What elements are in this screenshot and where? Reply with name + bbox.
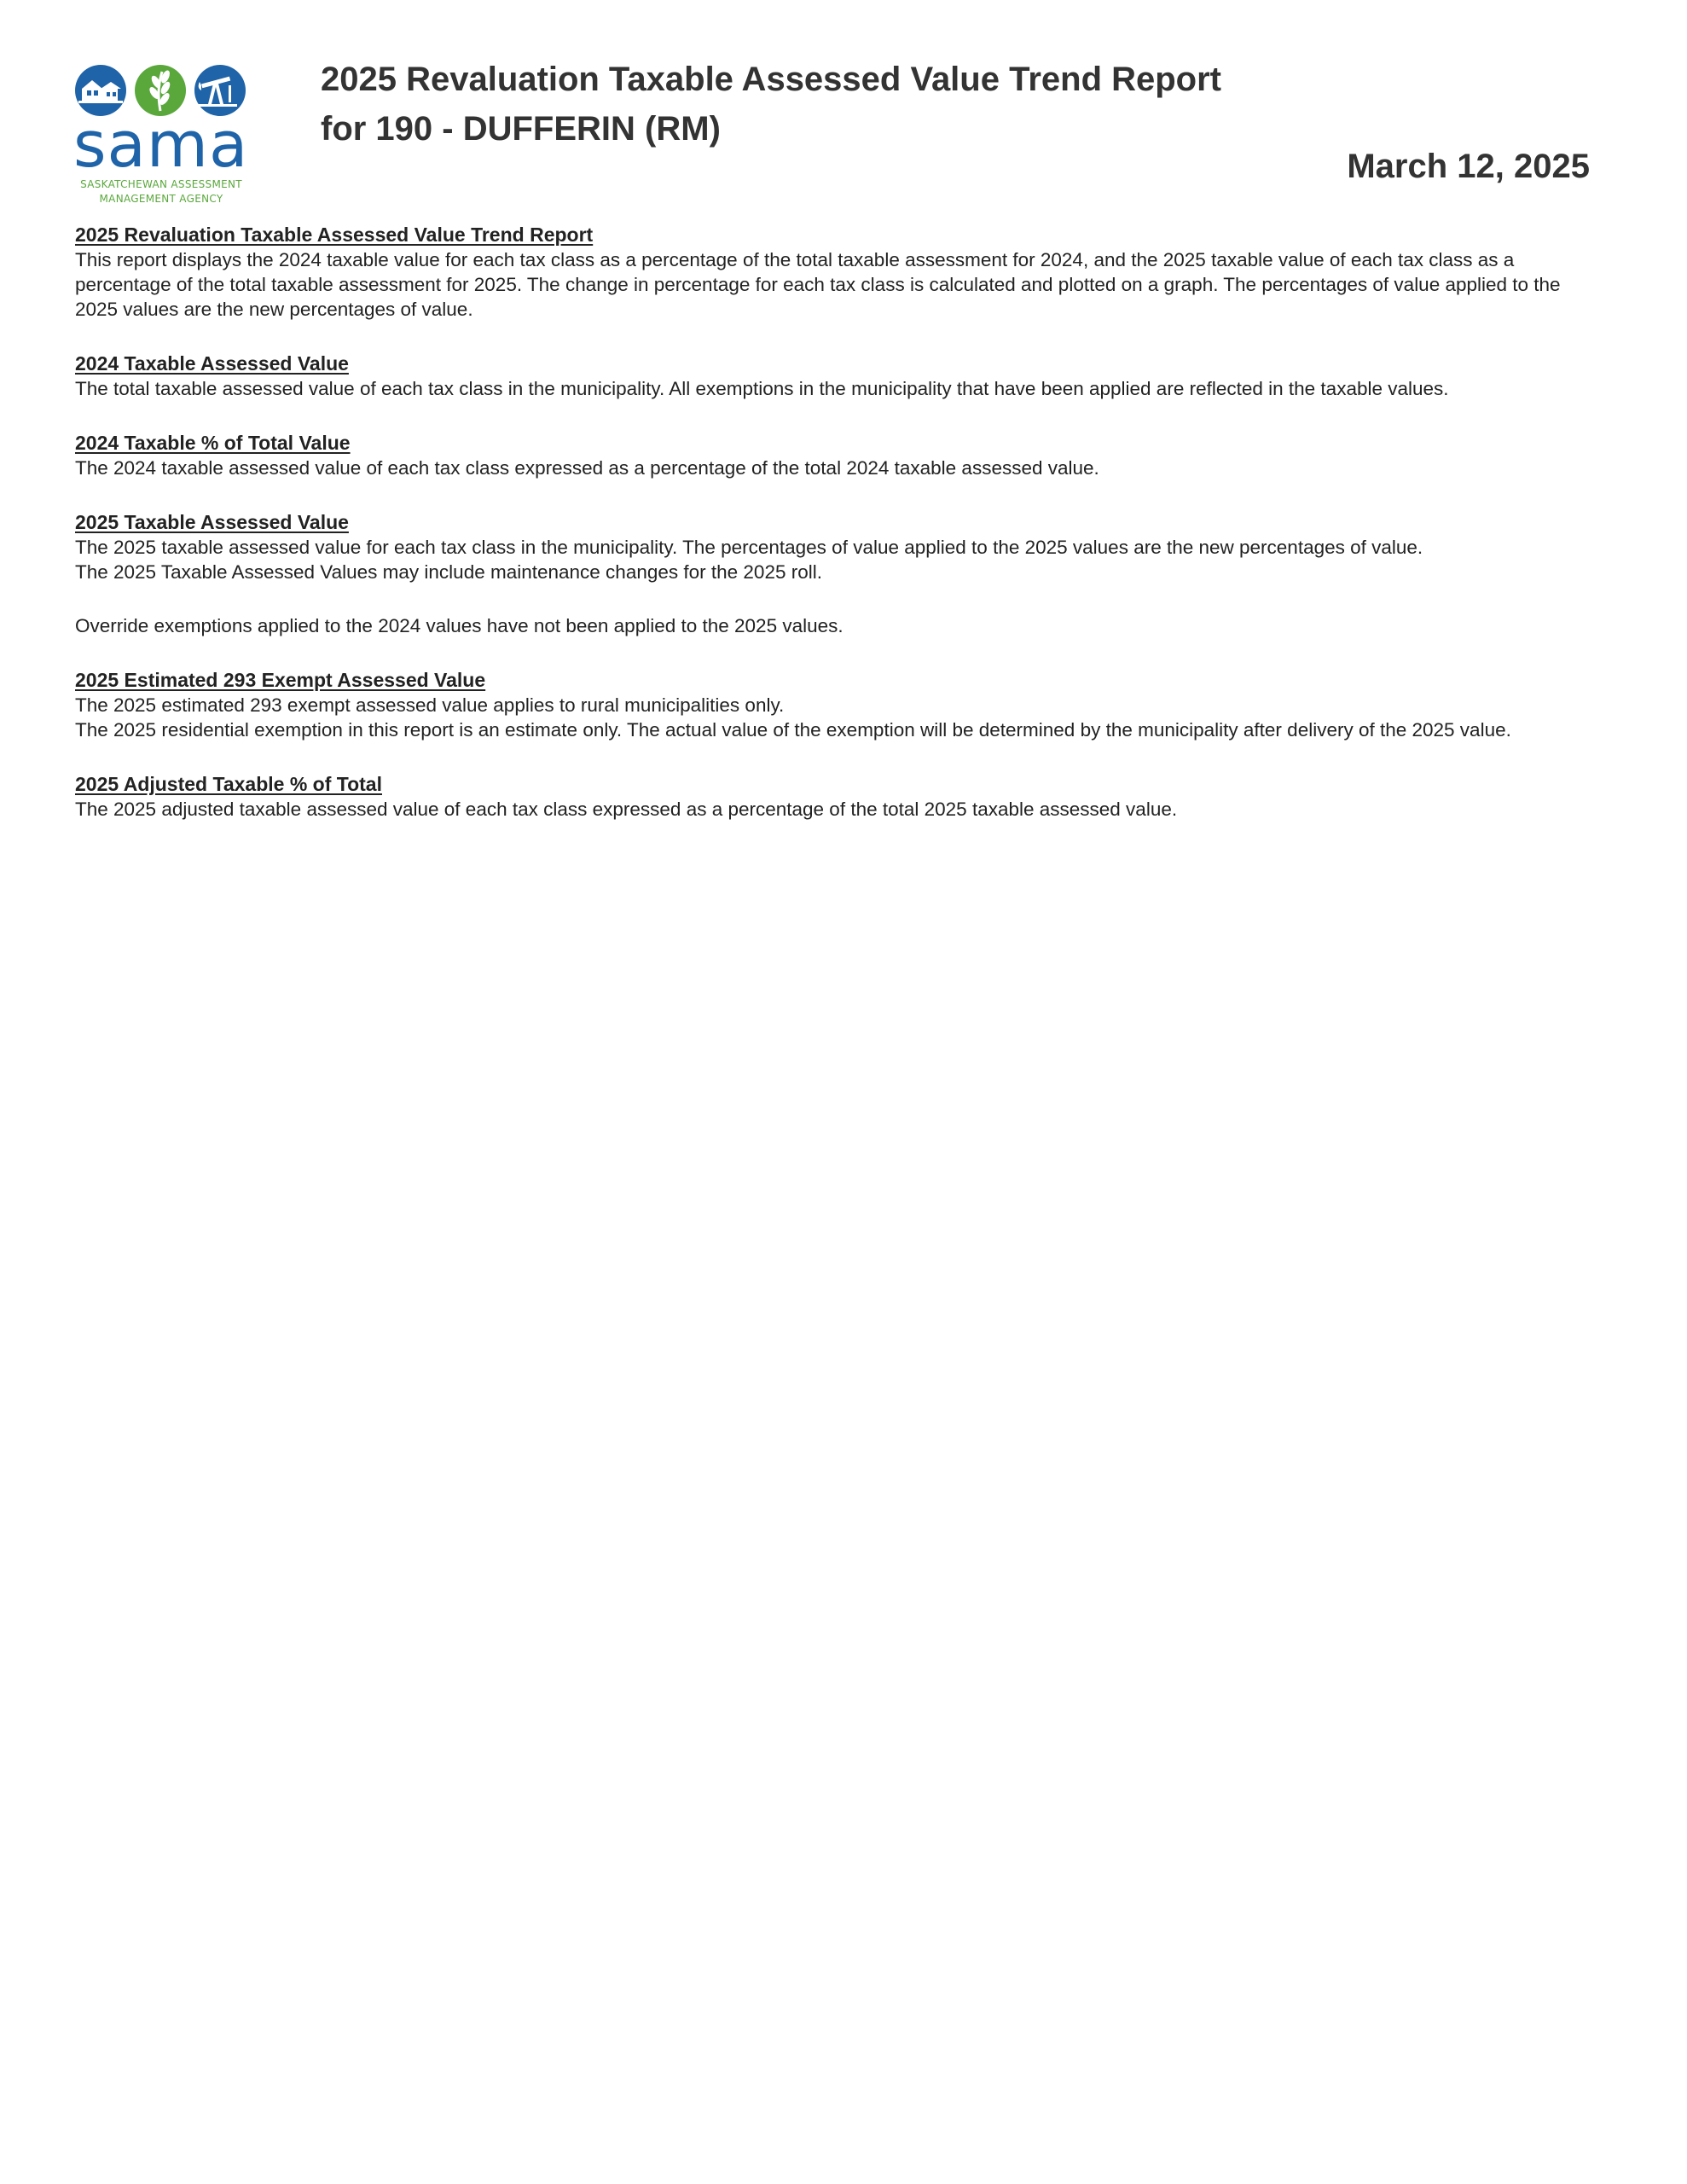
logo-subtitle — [73, 177, 249, 206]
section-heading: 2025 Taxable Assessed Value — [75, 511, 349, 533]
section-paragraph: The total taxable assessed value of each tax class in the municipality. All exemptions in the municipality that have been applied are reflected in the taxable values. — [75, 378, 1449, 399]
section-paragraph: The 2025 Taxable Assessed Values may include maintenance changes for the 2025 roll. — [75, 561, 822, 583]
section-2024-taxable-percent — [75, 430, 1576, 480]
section-heading: 2024 Taxable Assessed Value — [75, 352, 349, 375]
section-heading: 2025 Estimated 293 Exempt Assessed Value — [75, 669, 486, 691]
section-2025-estimated-293-exempt — [75, 667, 1576, 742]
section-paragraph: The 2025 residential exemption in this report is an estimate only. The actual value of the exemption will be determined by the municipality after delivery of the 2025 value. — [75, 719, 1511, 741]
section-2024-taxable-assessed-value — [75, 351, 1576, 401]
report-title-line1: 2025 Revaluation Taxable Assessed Value Trend Report — [321, 61, 1221, 98]
sama-logo — [73, 63, 252, 208]
logo-wordmark: sama — [73, 108, 249, 182]
section-paragraph: The 2025 estimated 293 exempt assessed value applies to rural municipalities only. — [75, 694, 785, 716]
logo-subtitle-line1: SASKATCHEWAN ASSESSMENT — [80, 178, 242, 190]
report-title — [321, 55, 1429, 154]
report-body — [75, 222, 1576, 851]
section-heading: 2024 Taxable % of Total Value — [75, 432, 351, 454]
section-2025-adjusted-taxable-percent — [75, 771, 1576, 822]
section-heading: 2025 Adjusted Taxable % of Total — [75, 773, 382, 795]
report-date: March 12, 2025 — [1347, 148, 1590, 185]
section-paragraph: This report displays the 2024 taxable value for each tax class as a percentage of the total taxable assessment for 2024, and the 2025 taxable value of each tax class as a percentage of the total taxable assessment for 2025. The change in percentage for each tax class is calculated and plotted on a graph. The percentages of value applied to the 2025 values are the new percentages of value. — [75, 249, 1561, 320]
section-2025-taxable-assessed-value — [75, 509, 1576, 584]
section-trend-report — [75, 222, 1576, 322]
report-title-line2: for 190 - DUFFERIN (RM) — [321, 110, 721, 148]
section-paragraph: The 2024 taxable assessed value of each tax class expressed as a percentage of the total 2024 taxable assessed value. — [75, 457, 1099, 479]
logo-subtitle-line2: MANAGEMENT AGENCY — [99, 193, 223, 205]
section-paragraph: The 2025 adjusted taxable assessed value of each tax class expressed as a percentage of the total 2025 taxable assessed value. — [75, 799, 1178, 820]
section-paragraph: The 2025 taxable assessed value for each tax class in the municipality. The percentages of value applied to the 2025 values are the new percentages of value. — [75, 537, 1423, 558]
override-exemptions-note: Override exemptions applied to the 2024 values have not been applied to the 2025 values. — [75, 615, 844, 636]
section-heading: 2025 Revaluation Taxable Assessed Value Trend Report — [75, 224, 594, 246]
